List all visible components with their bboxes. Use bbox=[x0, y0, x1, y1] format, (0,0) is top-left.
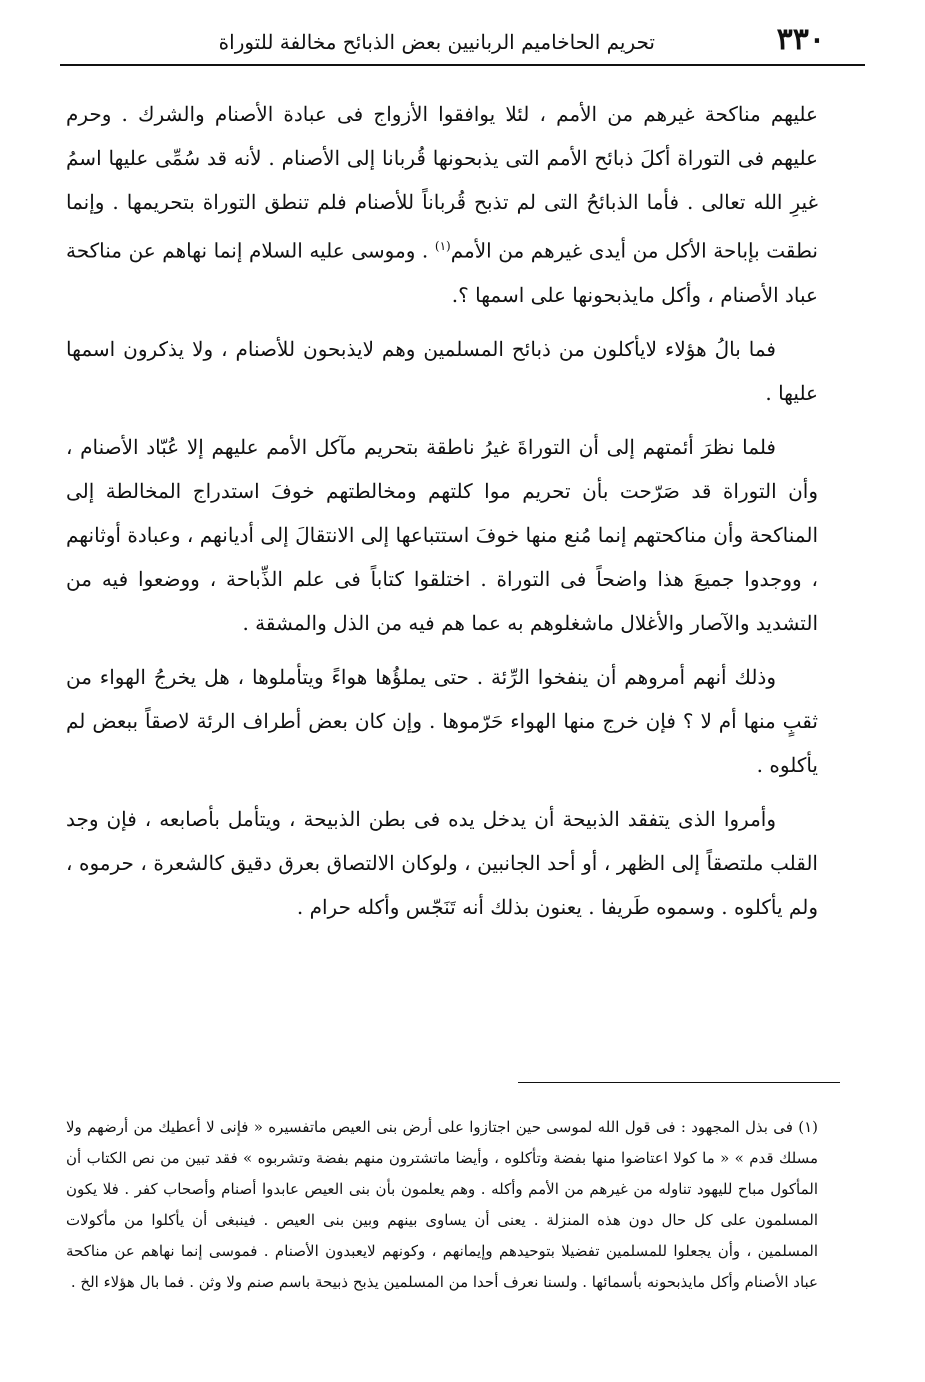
paragraph-2: فما بالُ هؤلاء لايأكلون من ذبائح المسلمين وهم لايذبحون للأصنام ، ولا يذكرون اسمها عليها . bbox=[66, 336, 818, 405]
main-text bbox=[66, 92, 818, 939]
footnotes bbox=[66, 1112, 818, 1298]
paragraph-4: وذلك أنهم أمروهم أن ينفخوا الرِّئة . حتى يملؤُها هواءً ويتأملوها ، هل يخرجُ الهواء من ثقبٍ منها أم لا ؟ فإن خرج منها الهواء حَرّموها . وإن كان بعض أطراف الرئة لاصقاً ببعض لم يأكلوه . bbox=[66, 664, 818, 777]
footnote-1: (١) فى بذل المجهود : فى قول الله لموسى حين اجتازوا على أرض بنى العيص ماتفسيره « فإنى لا أعطيك من أرضهم ولا مسلك قدم » « ما كولا اعتاضوا منها بفضة وتأكلوه ، وأيضا ماتشترون منهم بفضة وتشربوه » فقد تبين من نص الكتاب أن المأكول مباح لليهود تناوله من غيرهم من الأمم وأكله . وهم يعلمون بأن بنى العيص عابدوا أصنام وأصحاب كفر . فلا يكون المسلمون على كل حال دون هذه المنزلة . يعنى أن يساوى بينهم وبين بنى العيص . فينبغى أن يأكلوا من مأكولات المسلمين ، وأن يجعلوا للمسلمين تفضيلا بتوحيدهم وإيمانهم ، وكونهم لايعبدون الأصنام . فموسى إنما نهاهم عن مناكحة عباد الأصنام وأكل مايذبحونه بأسمائها . ولسنا نعرف أحدا من المسلمين يذبح ذبيحة باسم صنم ولا وثن . فما بال هؤلاء الخ . bbox=[66, 1118, 818, 1291]
paragraph-1-text: عليهم مناكحة غيرهم من الأمم ، لئلا يوافقوا الأزواج فى عبادة الأصنام والشرك . وحرم عليهم فى التوراة أكلَ ذبائح الأمم التى يذبحونها قُربانا إلى الأصنام . لأنه قد سُمِّى عليها اسمُ غيرِ الله تعالى . فأما الذبائحُ التى لم تذبح قُرباناً للأصنام فلم تنطق التوراة بتحريمها . وإنما نطقت بإباحة الأكل من أيدى غيرهم من الأمم bbox=[66, 102, 819, 263]
page-number: ٣٣٠ bbox=[776, 22, 825, 57]
paragraph-1-tail: . وموسى عليه السلام إنما نهاهم عن مناكحة عباد الأصنام ، وأكل مايذبحونها على اسمها ؟. bbox=[66, 238, 818, 307]
paragraph-5: وأمروا الذى يتفقد الذبيحة أن يدخل يده فى بطن الذبيحة ، ويتأمل بأصابعه ، فإن وجد القلب ملتصقاً إلى الظهر ، أو أحد الجانبين ، ولوكان الالتصاق بعرق دقيق كالشعرة ، حرموه ، ولم يأكلوه . وسموه طَريفا . يعنون بذلك أنه تَنَجّس وأكله حرام . bbox=[66, 806, 818, 919]
footnote-marker: (١) bbox=[434, 239, 451, 253]
paragraph-1 bbox=[66, 92, 818, 317]
running-title: تحريم الحاخاميم الربانيين بعض الذبائح مخالفة للتوراة bbox=[218, 30, 655, 54]
footnote-divider bbox=[518, 1082, 840, 1083]
page-header bbox=[60, 20, 865, 66]
paragraph-3: فلما نظرَ أئمتهم إلى أن التوراةَ غيرُ ناطقة بتحريم مآكل الأمم عليهم إلا عُبّاد الأصنام ، وأن التوراة قد صَرّحت بأن تحريم موا كلتهم ومخالطتهم خوفَ استدراج المخالطة إلى المناكحة وأن مناكحتهم إنما مُنع منها خوفَ استتباعها إلى الانتقالَ إلى أديانهم ، وعبادة أوثانهم ، ووجدوا جميعَ هذا واضحاً فى التوراة . اختلقوا كتاباً فى علم الذِّباحة ، ووضعوا فيه من التشديد والآصار والأغلال ماشغلوهم به عما هم فيه من الذل والمشقة . bbox=[66, 434, 818, 635]
